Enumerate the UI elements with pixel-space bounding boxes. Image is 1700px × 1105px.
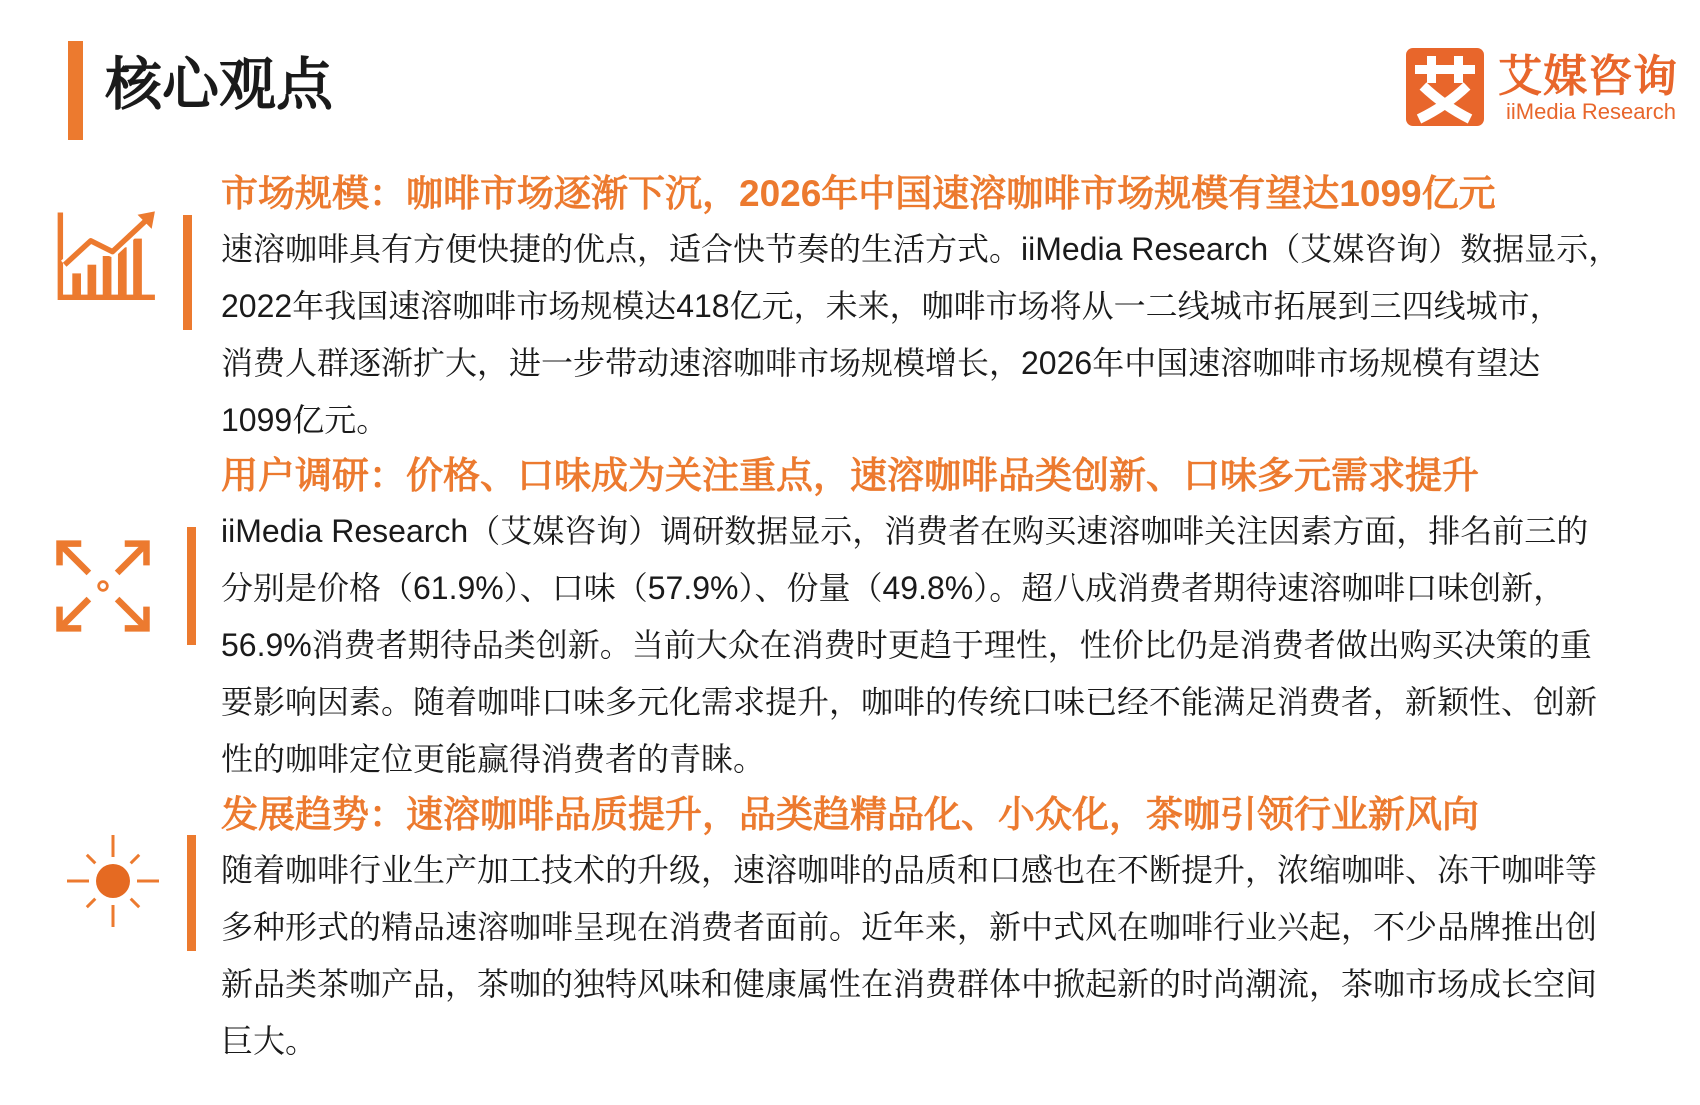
section-market-size (221, 167, 1681, 449)
sun-icon (63, 831, 163, 931)
section-divider-bar (187, 527, 196, 645)
section-heading: 发展趋势：速溶咖啡品质提升，品类趋精品化、小众化，茶咖引领行业新风向 (221, 794, 1479, 835)
title-accent-bar (68, 41, 83, 140)
section-heading: 用户调研：价格、口味成为关注重点，速溶咖啡品类创新、口味多元需求提升 (221, 455, 1479, 496)
section-heading: 市场规模：咖啡市场逐渐下沉，2026年中国速溶咖啡市场规模有望达1099亿元 (221, 173, 1496, 214)
paragraph-line: 2022年我国速溶咖啡市场规模达418亿元，未来，咖啡市场将从一二线城市拓展到三四线城市， (221, 288, 1562, 324)
paragraph-line: 新品类茶咖产品，茶咖的独特风味和健康属性在消费群体中掀起新的时尚潮流，茶咖市场成长空间 (221, 966, 1598, 1002)
section-divider-bar (187, 835, 196, 951)
paragraph-line: iiMedia Research（艾媒咨询）调研数据显示，消费者在购买速溶咖啡关注因素方面，排名前三的 (221, 513, 1589, 549)
paragraph-line: 速溶咖啡具有方便快捷的优点，适合快节奏的生活方式。iiMedia Research（艾媒咨询）数据显示， (221, 231, 1621, 267)
paragraph-line: 要影响因素。随着咖啡口味多元化需求提升，咖啡的传统口味已经不能满足消费者，新颖性、创新 (221, 684, 1598, 720)
logo-name-cn: 艾媒咨询 (1498, 52, 1678, 101)
section-divider-bar (183, 215, 192, 330)
growth-chart-icon (56, 210, 156, 302)
paragraph-line: 消费人群逐渐扩大，进一步带动速溶咖啡市场规模增长，2026年中国速溶咖啡市场规模有望达 (221, 345, 1541, 381)
brand-logo (1406, 48, 1678, 126)
expand-arrows-icon (53, 537, 153, 635)
section-user-research (221, 449, 1681, 788)
paragraph-line: 多种形式的精品速溶咖啡呈现在消费者面前。近年来，新中式风在咖啡行业兴起，不少品牌推出创 (221, 909, 1598, 945)
paragraph-line: 巨大。 (221, 1023, 318, 1059)
iimedia-logo-icon (1406, 48, 1484, 126)
logo-name-en: iiMedia Research (1506, 99, 1676, 124)
paragraph-line: 随着咖啡行业生产加工技术的升级，速溶咖啡的品质和口感也在不断提升，浓缩咖啡、冻干咖啡等 (221, 852, 1598, 888)
paragraph-line: 性的咖啡定位更能赢得消费者的青睐。 (221, 741, 766, 777)
section-development-trend (221, 788, 1681, 1070)
paragraph-line: 1099亿元。 (221, 402, 389, 438)
key-points-content (221, 167, 1681, 1070)
paragraph-line: 56.9%消费者期待品类创新。当前大众在消费时更趋于理性，性价比仍是消费者做出购买决策的重 (221, 627, 1592, 663)
page-title: 核心观点 (105, 53, 333, 117)
paragraph-line: 分别是价格（61.9%）、口味（57.9%）、份量（49.8%）。超八成消费者期待速溶咖啡口味创新， (221, 570, 1566, 606)
